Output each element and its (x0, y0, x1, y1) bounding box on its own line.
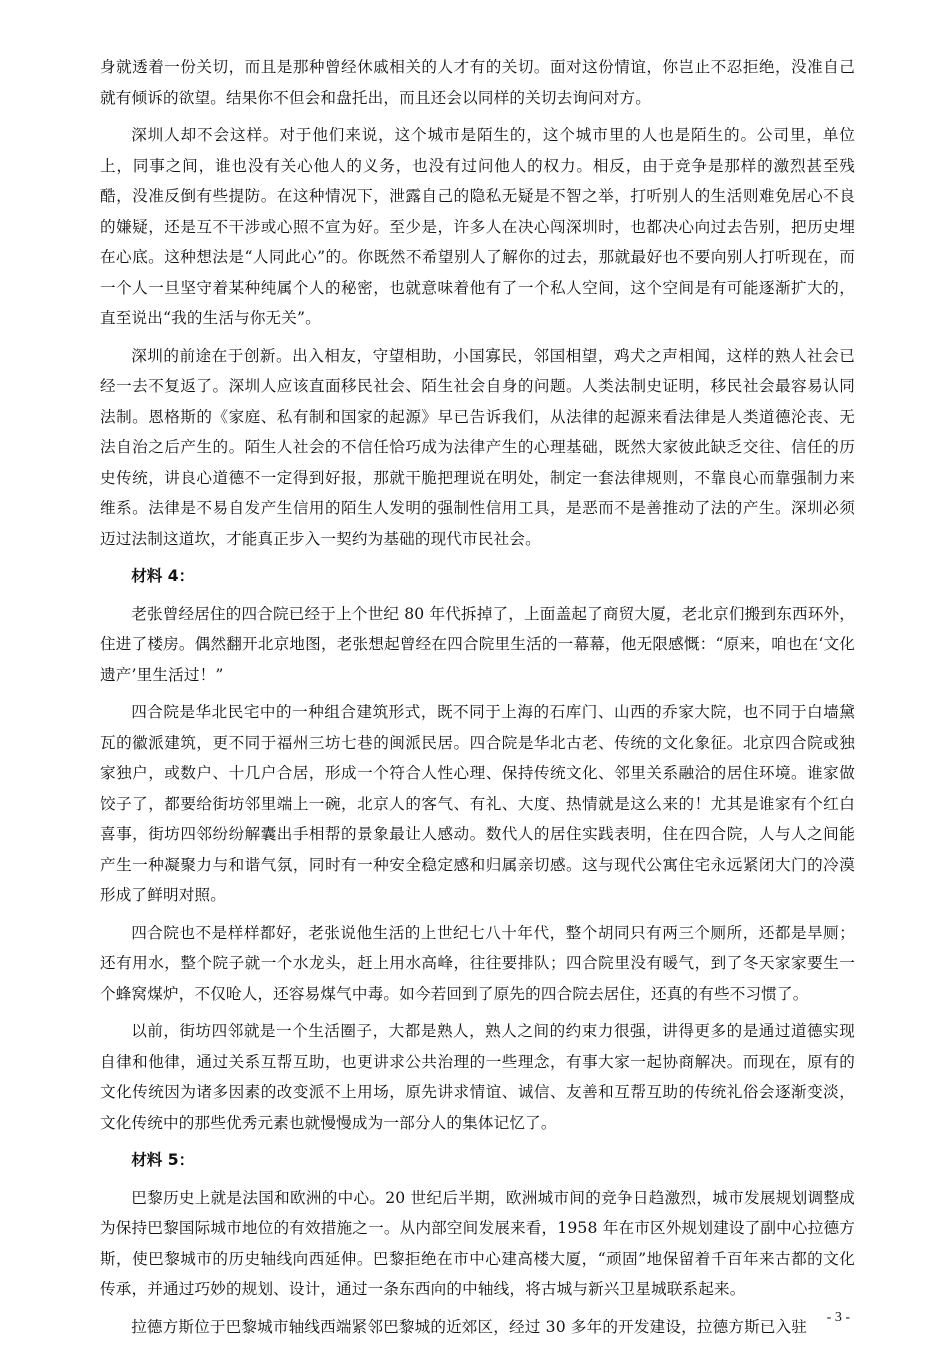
page-number: - 3 - (826, 1310, 850, 1325)
paragraph-3: 深圳的前途在于创新。出入相友，守望相助，小国寡民，邻国相望，鸡犬之声相闻，这样的熟人社会已经一去不复返了。深圳人应该直面移民社会、陌生社会自身的问题。人类法制史证明，移民社会最容易认同法制。恩格斯的《家庭、私有制和国家的起源》早已告诉我们，从法律的起源来看法律是人类道德沦丧、无法自治之后产生的。陌生人社会的不信任恰巧成为法律产生的心理基础，既然大家彼此缺乏交往、信任的历史传统，讲良心道德不一定得到好报，那就干脆把理说在明处，制定一套法律规则，不靠良心而靠强制力来维系。法律是不易自发产生信用的陌生人发明的强制性信用工具，是恶而不是善推动了法的产生。深圳必须迈过法制这道坎，才能真正步入一契约为基础的现代市民社会。 (100, 346, 855, 548)
material-5-heading: 材料 5： (131, 1151, 195, 1169)
paragraph-1: 身就透着一份关切，而且是那种曾经休戚相关的人才有的关切。面对这份情谊，你岂止不忍拒绝，没准自己就有倾诉的欲望。结果你不但会和盘托出，而且还会以同样的关切去询问对方。 (100, 58, 855, 107)
paragraph-5: 四合院是华北民宅中的一种组合建筑形式，既不同于上海的石库门、山西的乔家大院，也不同于白墙黛瓦的徽派建筑，更不同于福州三坊七巷的闽派民居。四合院是华北古老、传统的文化象征。北京四合院或独家独户，或数户、十几户合居，形成一个符合人性心理、保持传统文化、邻里关系融洽的居住环境。谁家做饺子了，都要给街坊邻里端上一碗，北京人的客气、有礼、大度、热情就是这么来的！尤其是谁家有个红白喜事，街坊四邻纷纷解囊出手相帮的景象最让人感动。数代人的居住实践表明，住在四合院，人与人之间能产生一种凝聚力与和谐气氛，同时有一种安全稳定感和归属亲切感。这与现代公寓住宅永远紧闭大门的冷漠形成了鲜明对照。 (100, 703, 855, 904)
paragraph-6: 四合院也不是样样都好，老张说他生活的上世纪七八十年代，整个胡同只有两三个厕所，还都是旱厕；还有用水，整个院子就一个水龙头，赶上用水高峰，往往要排队；四合院里没有暖气，到了冬天家家要生一个蜂窝煤炉，不仅呛人，还容易煤气中毒。如今若回到了原先的四合院去居住，还真的有些不习惯了。 (100, 923, 855, 1003)
paragraph-4: 老张曾经居住的四合院已经于上个世纪 80 年代拆掉了，上面盖起了商贸大厦，老北京们搬到东西环外，住进了楼房。偶然翻开北京地图，老张想起曾经在四合院里生活的一幕幕，他无限感慨：“原来，咱也在‘文化遗产’里生活过！” (100, 604, 855, 684)
paragraph-2: 深圳人却不会这样。对于他们来说，这个城市是陌生的，这个城市里的人也是陌生的。公司里，单位上，同事之间，谁也没有关心他人的义务，也没有过问他人的权力。相反，由于竞争是那样的激烈甚至残酷，没准反倒有些提防。在这种情况下，泄露自己的隐私无疑是不智之举，打听别人的生活则难免居心不良的嫌疑，还是互不干涉或心照不宣为好。至少是，许多人在决心闯深圳时，也都决心向过去告别，把历史埋在心底。这种想法是“人同此心”的。你既然不希望别人了解你的过去，那就最好也不要向别人打听现在，而一个人一旦坚守着某种纯属个人的秘密，也就意味着他有了一个私人空间，这个空间是有可能逐渐扩大的，直至说出“我的生活与你无关”。 (100, 126, 855, 327)
material-4-heading: 材料 4： (131, 567, 195, 585)
paragraph-9: 拉德方斯位于巴黎城市轴线西端紧邻巴黎城的近郊区，经过 30 多年的开发建设，拉德方斯已入驻 (131, 1317, 808, 1336)
paragraph-8: 巴黎历史上就是法国和欧洲的中心。20 世纪后半期，欧洲城市间的竞争日趋激烈，城市发展规划调整成为保持巴黎国际城市地位的有效措施之一。从内部空间发展来看，1958 年在市区外规划建设了副中心拉德方斯，使巴黎城市的历史轴线向西延伸。巴黎拒绝在市中心建高楼大厦，“顽固”地保留着千百年来古都的文化传承，并通过巧妙的规划、设计，通过一条东西向的中轴线，将古城与新兴卫星城联系起来。 (100, 1188, 855, 1298)
document-page (100, 52, 855, 1349)
paragraph-7: 以前，街坊四邻就是一个生活圈子，大都是熟人，熟人之间的约束力很强，讲得更多的是通过道德实现自律和他律，通过关系互帮互助，也更讲求公共治理的一些理念，有事大家一起协商解决。而现在，原有的文化传统因为诸多因素的改变派不上用场，原先讲求情谊、诚信、友善和互帮互助的传统礼俗会逐渐变淡，文化传统中的那些优秀元素也就慢慢成为一部分人的集体记忆了。 (100, 1022, 855, 1132)
